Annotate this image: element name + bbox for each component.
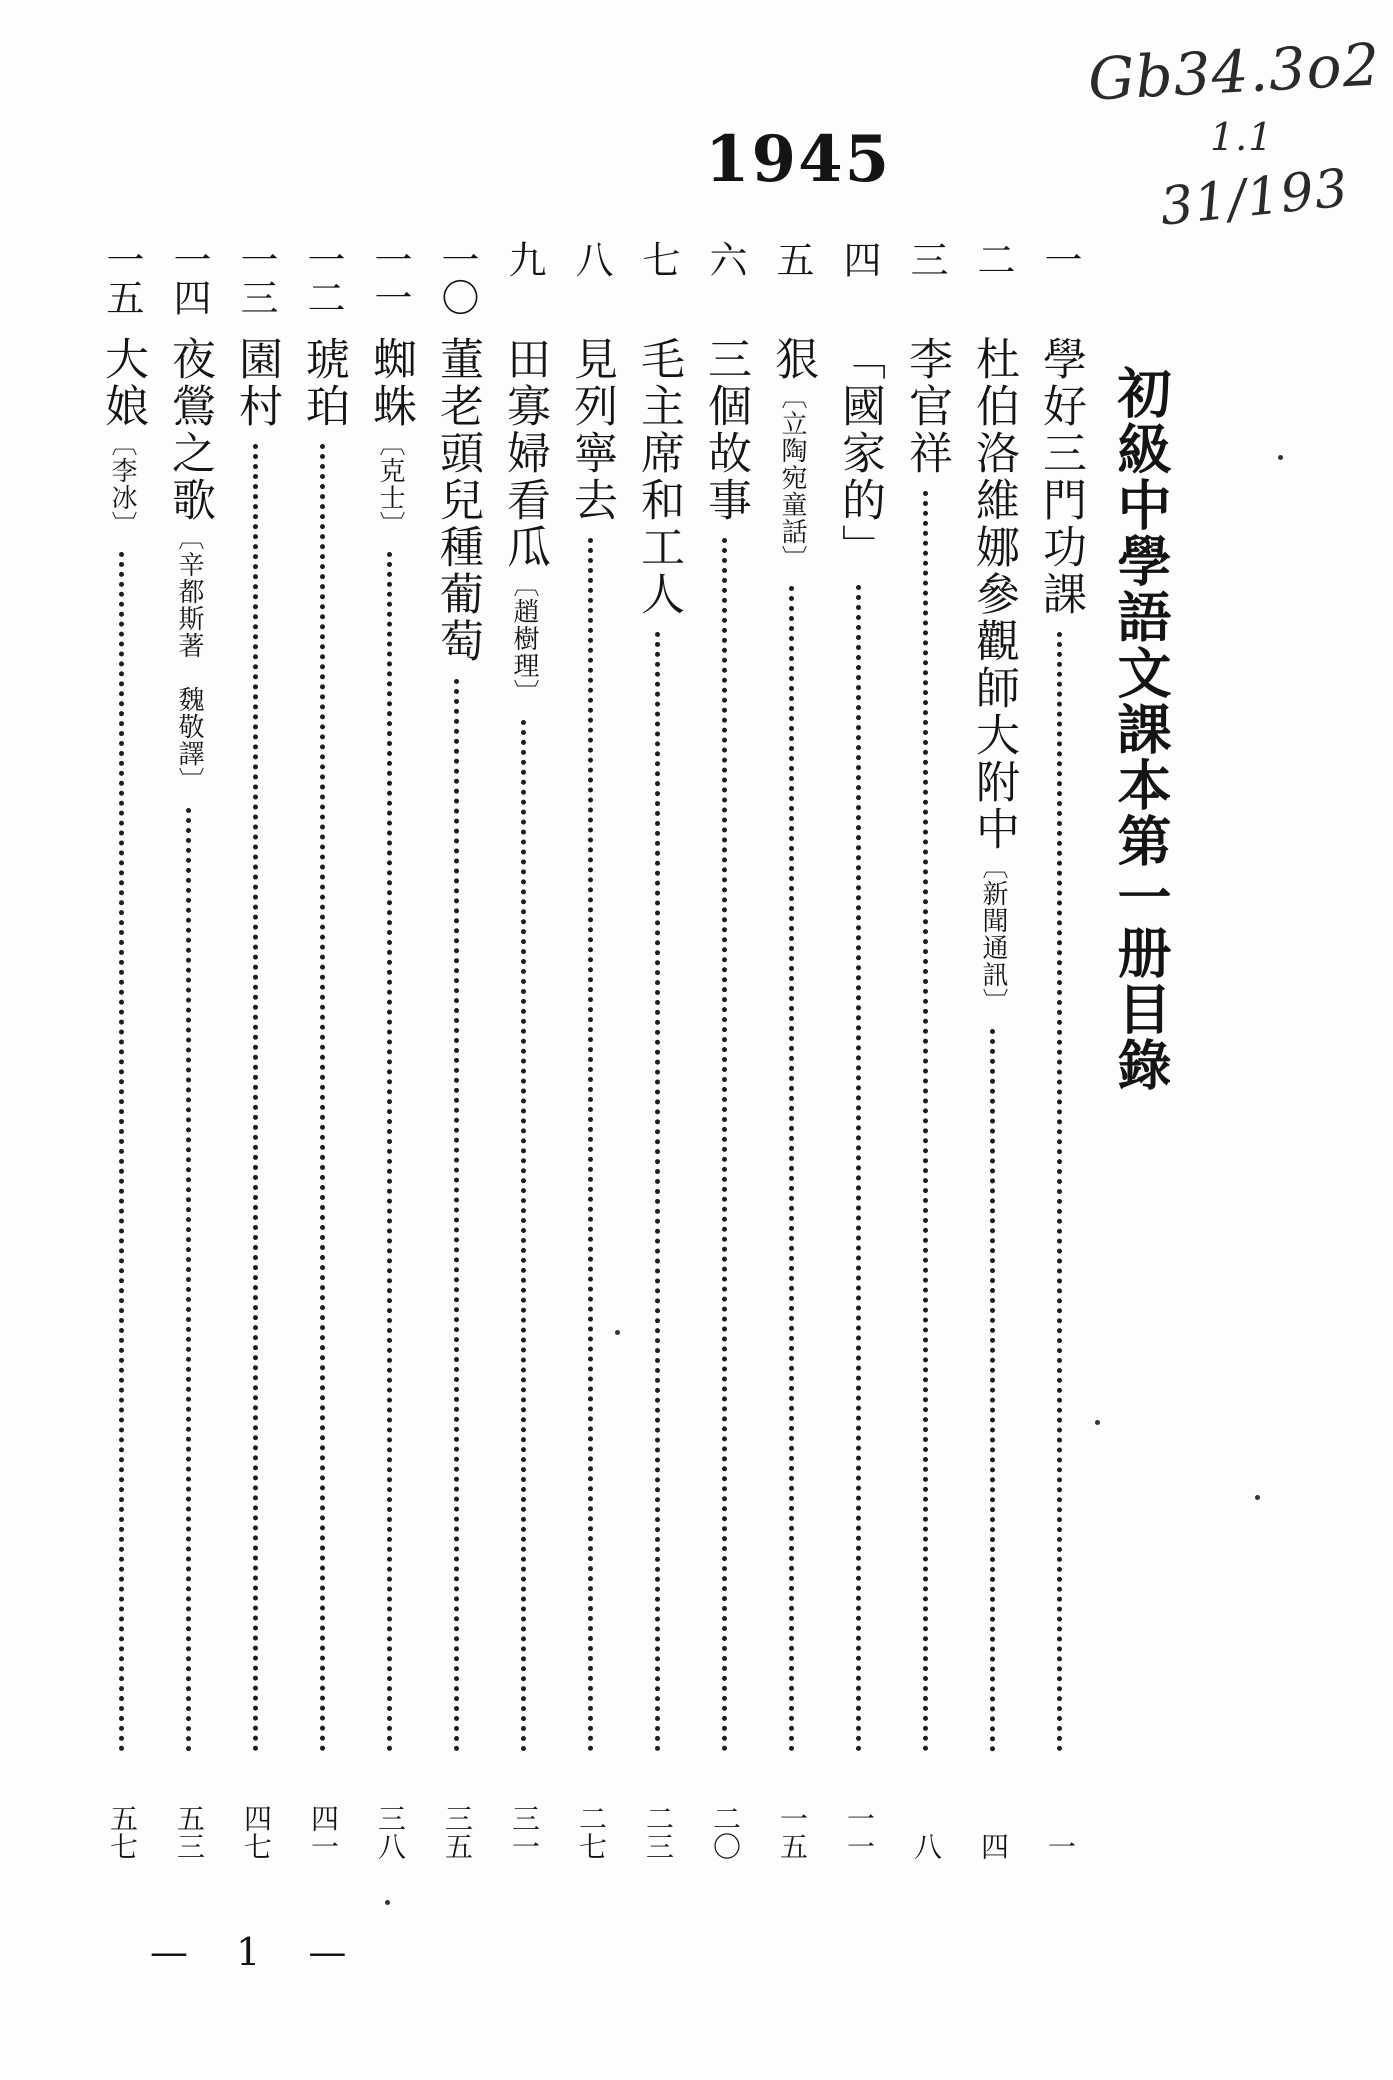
entry-page-number: 三八: [374, 1804, 407, 1860]
leader-dots: [789, 586, 800, 1752]
leader-dots: [722, 538, 733, 1752]
scan-speck: [385, 1900, 390, 1905]
entry-page-number: 二〇: [709, 1804, 742, 1860]
leader-dots: [119, 552, 130, 1752]
entry-number: 一五: [100, 240, 144, 316]
entry-title-block: [494, 336, 554, 706]
entry-number: 二: [971, 240, 1015, 278]
entry-title: 狠: [767, 336, 818, 383]
leader-dots: [588, 538, 599, 1752]
entry-title-block: [360, 336, 420, 538]
entry-number: 三: [904, 240, 948, 278]
entry-page-number: 四: [977, 1832, 1010, 1860]
toc-entry: [494, 240, 554, 1860]
toc-entry: [628, 240, 688, 1860]
entry-title: 李官祥: [901, 336, 952, 477]
entry-number: 四: [837, 240, 881, 278]
entry-page-number: 二七: [575, 1804, 608, 1860]
leader-dots: [454, 679, 465, 1752]
toc-entry: [159, 240, 219, 1860]
table-of-contents: [90, 240, 1090, 1860]
call-number-line-1: Gb34.3o2: [1086, 30, 1383, 114]
entry-number: 一二: [301, 240, 345, 316]
entry-title-block: [561, 336, 621, 524]
entry-title: 田寡婦看瓜: [499, 336, 550, 571]
entry-title: 園村: [231, 336, 282, 430]
entry-title: 杜伯洛維娜參觀師大附中: [968, 336, 1019, 853]
entry-page-number: 五七: [106, 1804, 139, 1860]
entry-number: 一〇: [435, 240, 479, 316]
leader-dots: [990, 1029, 1001, 1752]
entry-author: 〔立陶宛童話〕: [777, 383, 807, 572]
call-number-line-3: 31/193: [1157, 158, 1352, 238]
toc-entry: [360, 240, 420, 1860]
entry-number: 一四: [167, 240, 211, 316]
year-stamp: 1945: [705, 122, 892, 197]
scan-speck: [1278, 455, 1283, 460]
entry-title-block: [695, 336, 755, 524]
scan-speck: [615, 1330, 620, 1335]
entry-title-block: [92, 336, 152, 538]
leader-dots: [387, 552, 398, 1752]
entry-page-number: 一五: [776, 1804, 809, 1860]
entry-title: 三個故事: [700, 336, 751, 524]
entry-title-block: [226, 336, 286, 430]
book-title: 初級中學語文課本第一册目錄: [1109, 365, 1172, 1093]
entry-page-number: 三一: [508, 1804, 541, 1860]
toc-entry: [561, 240, 621, 1860]
entry-page-number: 四一: [307, 1804, 340, 1860]
entry-title: 夜鶯之歌: [164, 336, 215, 524]
leader-dots: [521, 720, 532, 1752]
toc-entry: [293, 240, 353, 1860]
entry-number: 六: [703, 240, 747, 278]
entry-number: 一一: [368, 240, 412, 316]
entry-title-block: [963, 336, 1023, 1015]
leader-dots: [856, 585, 867, 1752]
entry-number: 一: [1038, 240, 1082, 278]
leader-dots: [253, 444, 264, 1752]
entry-number: 一三: [234, 240, 278, 316]
entry-page-number: 二三: [642, 1804, 675, 1860]
entry-title: 董老頭兒種葡萄: [432, 336, 483, 665]
entry-page-number: 四七: [240, 1804, 273, 1860]
leader-dots: [320, 444, 331, 1752]
entry-author: 〔克士〕: [375, 430, 405, 538]
scan-speck: [1095, 1420, 1100, 1425]
entry-title: 毛主席和工人: [633, 336, 684, 618]
entry-title: 學好三門功課: [1035, 336, 1086, 618]
toc-entry: [92, 240, 152, 1860]
toc-entry: [896, 240, 956, 1860]
entry-title: 大娘: [97, 336, 148, 430]
entry-page-number: 一一: [843, 1804, 876, 1860]
entry-number: 七: [636, 240, 680, 278]
entry-author: 〔新聞通訊〕: [978, 853, 1008, 1015]
entry-title-block: [1030, 336, 1090, 618]
entry-title-block: [829, 336, 889, 571]
entry-author: 〔辛都斯著 魏敬譯〕: [174, 524, 204, 794]
entry-author: 〔李冰〕: [107, 430, 137, 538]
entry-title-block: [628, 336, 688, 618]
entry-title: 蜘蛛: [365, 336, 416, 430]
entry-number: 八: [569, 240, 613, 278]
entry-number: 五: [770, 240, 814, 278]
entry-number: 九: [502, 240, 546, 278]
toc-entry: [963, 240, 1023, 1860]
toc-entry: [427, 240, 487, 1860]
entry-title-block: [293, 336, 353, 430]
entry-title-block: [762, 336, 822, 572]
toc-entry: [226, 240, 286, 1860]
leader-dots: [923, 491, 934, 1752]
entry-page-number: 一: [1044, 1832, 1077, 1860]
entry-title-block: [896, 336, 956, 477]
toc-entry: [762, 240, 822, 1860]
entry-page-number: 三五: [441, 1804, 474, 1860]
entry-title-block: [159, 336, 219, 794]
page-folio: — 1 —: [150, 1930, 365, 1974]
call-number-line-2: 1.1: [1210, 115, 1274, 159]
leader-dots: [1057, 632, 1068, 1752]
toc-entry: [1030, 240, 1090, 1860]
entry-page-number: 五三: [173, 1804, 206, 1860]
entry-title: 「國家的」: [834, 336, 885, 571]
entry-title: 見列寧去: [566, 336, 617, 524]
entry-author: 〔趙樹理〕: [509, 571, 539, 706]
toc-entry: [829, 240, 889, 1860]
entry-title-block: [427, 336, 487, 665]
toc-entry: [695, 240, 755, 1860]
leader-dots: [186, 808, 197, 1752]
entry-page-number: 八: [910, 1832, 943, 1860]
scan-speck: [1255, 1495, 1260, 1500]
leader-dots: [655, 632, 666, 1752]
entry-title: 琥珀: [298, 336, 349, 430]
